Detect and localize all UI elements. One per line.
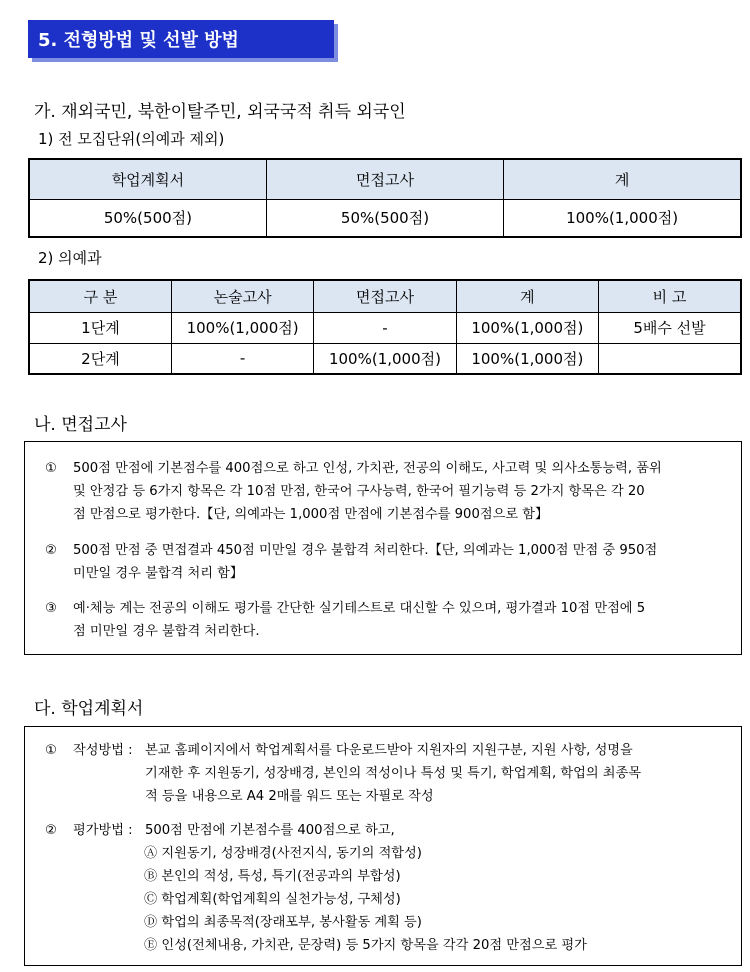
- table-cell: -: [171, 343, 313, 374]
- table-cell: 100%(1,000점): [504, 199, 741, 237]
- col-header: 학업계획서: [29, 159, 266, 199]
- list-item: [45, 457, 727, 526]
- table-cell: 100%(1,000점): [456, 312, 598, 343]
- table-cell: 50%(500점): [29, 199, 266, 237]
- table-cell: 2단계: [29, 343, 171, 374]
- col-header: 면접고사: [314, 280, 456, 312]
- item-line: 기재한 후 지원동기, 성장배경, 본인의 적성이나 특성 및 특기, 학업계획, 학업의 최종목: [145, 766, 642, 781]
- col-header: 계: [504, 159, 741, 199]
- item-number: ①: [45, 743, 57, 758]
- item-line: 적 등을 내용으로 A4 2매를 워드 또는 자필로 작성: [145, 789, 434, 804]
- col-header: 구 분: [29, 280, 171, 312]
- criterion-e: Ⓔ 인성(전체내용, 가치관, 문장력) 등 5가지 항목을 각각 20점 만점으로 평가: [144, 938, 587, 953]
- item-number: ①: [45, 461, 57, 476]
- table-all-units: [28, 158, 742, 238]
- item-number: ②: [45, 543, 57, 558]
- table-cell: -: [314, 312, 456, 343]
- item-line: 500점 만점에 기본점수를 400점으로 하고 인성, 가치관, 전공의 이해도, 사고력 및 의사소통능력, 품위: [73, 461, 662, 476]
- table-cell: 100%(1,000점): [314, 343, 456, 374]
- col-header: 논술고사: [171, 280, 313, 312]
- item-number: ②: [45, 823, 57, 838]
- list-item: [45, 539, 727, 585]
- criterion-c: Ⓒ 학업계획(학업계획의 실천가능성, 구체성): [144, 892, 401, 907]
- item-line: 점 만점으로 평가한다.【단, 의예과는 1,000점 만점에 기본점수를 900점으로 함】: [73, 507, 549, 522]
- col-header: 비 고: [599, 280, 741, 312]
- item-line: 본교 홈페이지에서 학업계획서를 다운로드받아 지원자의 지원구분, 지원 사항, 성명을: [145, 743, 633, 758]
- table-cell: 5배수 선발: [599, 312, 741, 343]
- heading-ga: 가. 재외국민, 북한이탈주민, 외국국적 취득 외국인: [34, 102, 406, 122]
- table-cell: 100%(1,000점): [171, 312, 313, 343]
- table-row: [29, 312, 741, 343]
- table-cell: 100%(1,000점): [456, 343, 598, 374]
- list-item: [45, 597, 727, 643]
- item-line: 500점 만점에 기본점수를 400점으로 하고,: [145, 823, 395, 838]
- criterion-a: Ⓐ 지원동기, 성장배경(사전지식, 동기의 적합성): [144, 846, 422, 861]
- table-cell: 50%(500점): [266, 199, 503, 237]
- table-medicine: [28, 279, 742, 375]
- study-plan-box: [24, 726, 742, 966]
- heading-da: 다. 학업계획서: [34, 699, 144, 719]
- label-all-units: 1) 전 모집단위(의예과 제외): [38, 130, 225, 148]
- section-title: 5. 전형방법 및 선발 방법: [28, 20, 334, 58]
- table-cell: [599, 343, 741, 374]
- item-line: 예·체능 계는 전공의 이해도 평가를 간단한 실기테스트로 대신할 수 있으며, 평가결과 10점 만점에 5: [73, 601, 646, 616]
- list-item: [45, 739, 727, 808]
- item-line: 점 미만일 경우 불합격 처리한다.: [73, 624, 260, 639]
- interview-box: [24, 441, 742, 655]
- item-line: 500점 만점 중 면접결과 450점 미만일 경우 불합격 처리한다.【단, 의예과는 1,000점 만점 중 950점: [73, 543, 658, 558]
- criterion-d: Ⓓ 학업의 최종목적(장래포부, 봉사활동 계획 등): [144, 915, 422, 930]
- label-medicine: 2) 의예과: [38, 249, 102, 267]
- table-row: [29, 343, 741, 374]
- col-header: 면접고사: [266, 159, 503, 199]
- item-number: ③: [45, 601, 57, 616]
- heading-na: 나. 면접고사: [34, 415, 127, 435]
- list-item: [45, 819, 727, 842]
- col-header: 계: [456, 280, 598, 312]
- item-label: 평가방법 :: [73, 823, 133, 838]
- criterion-b: Ⓑ 본인의 적성, 특성, 특기(전공과의 부합성): [144, 869, 401, 884]
- item-line: 미만일 경우 불합격 처리 함】: [73, 566, 244, 581]
- item-line: 및 안정감 등 6가지 항목은 각 10점 만점, 한국어 구사능력, 한국어 필기능력 등 2가지 항목은 각 20: [73, 484, 645, 499]
- item-label: 작성방법 :: [73, 743, 133, 758]
- table-cell: 1단계: [29, 312, 171, 343]
